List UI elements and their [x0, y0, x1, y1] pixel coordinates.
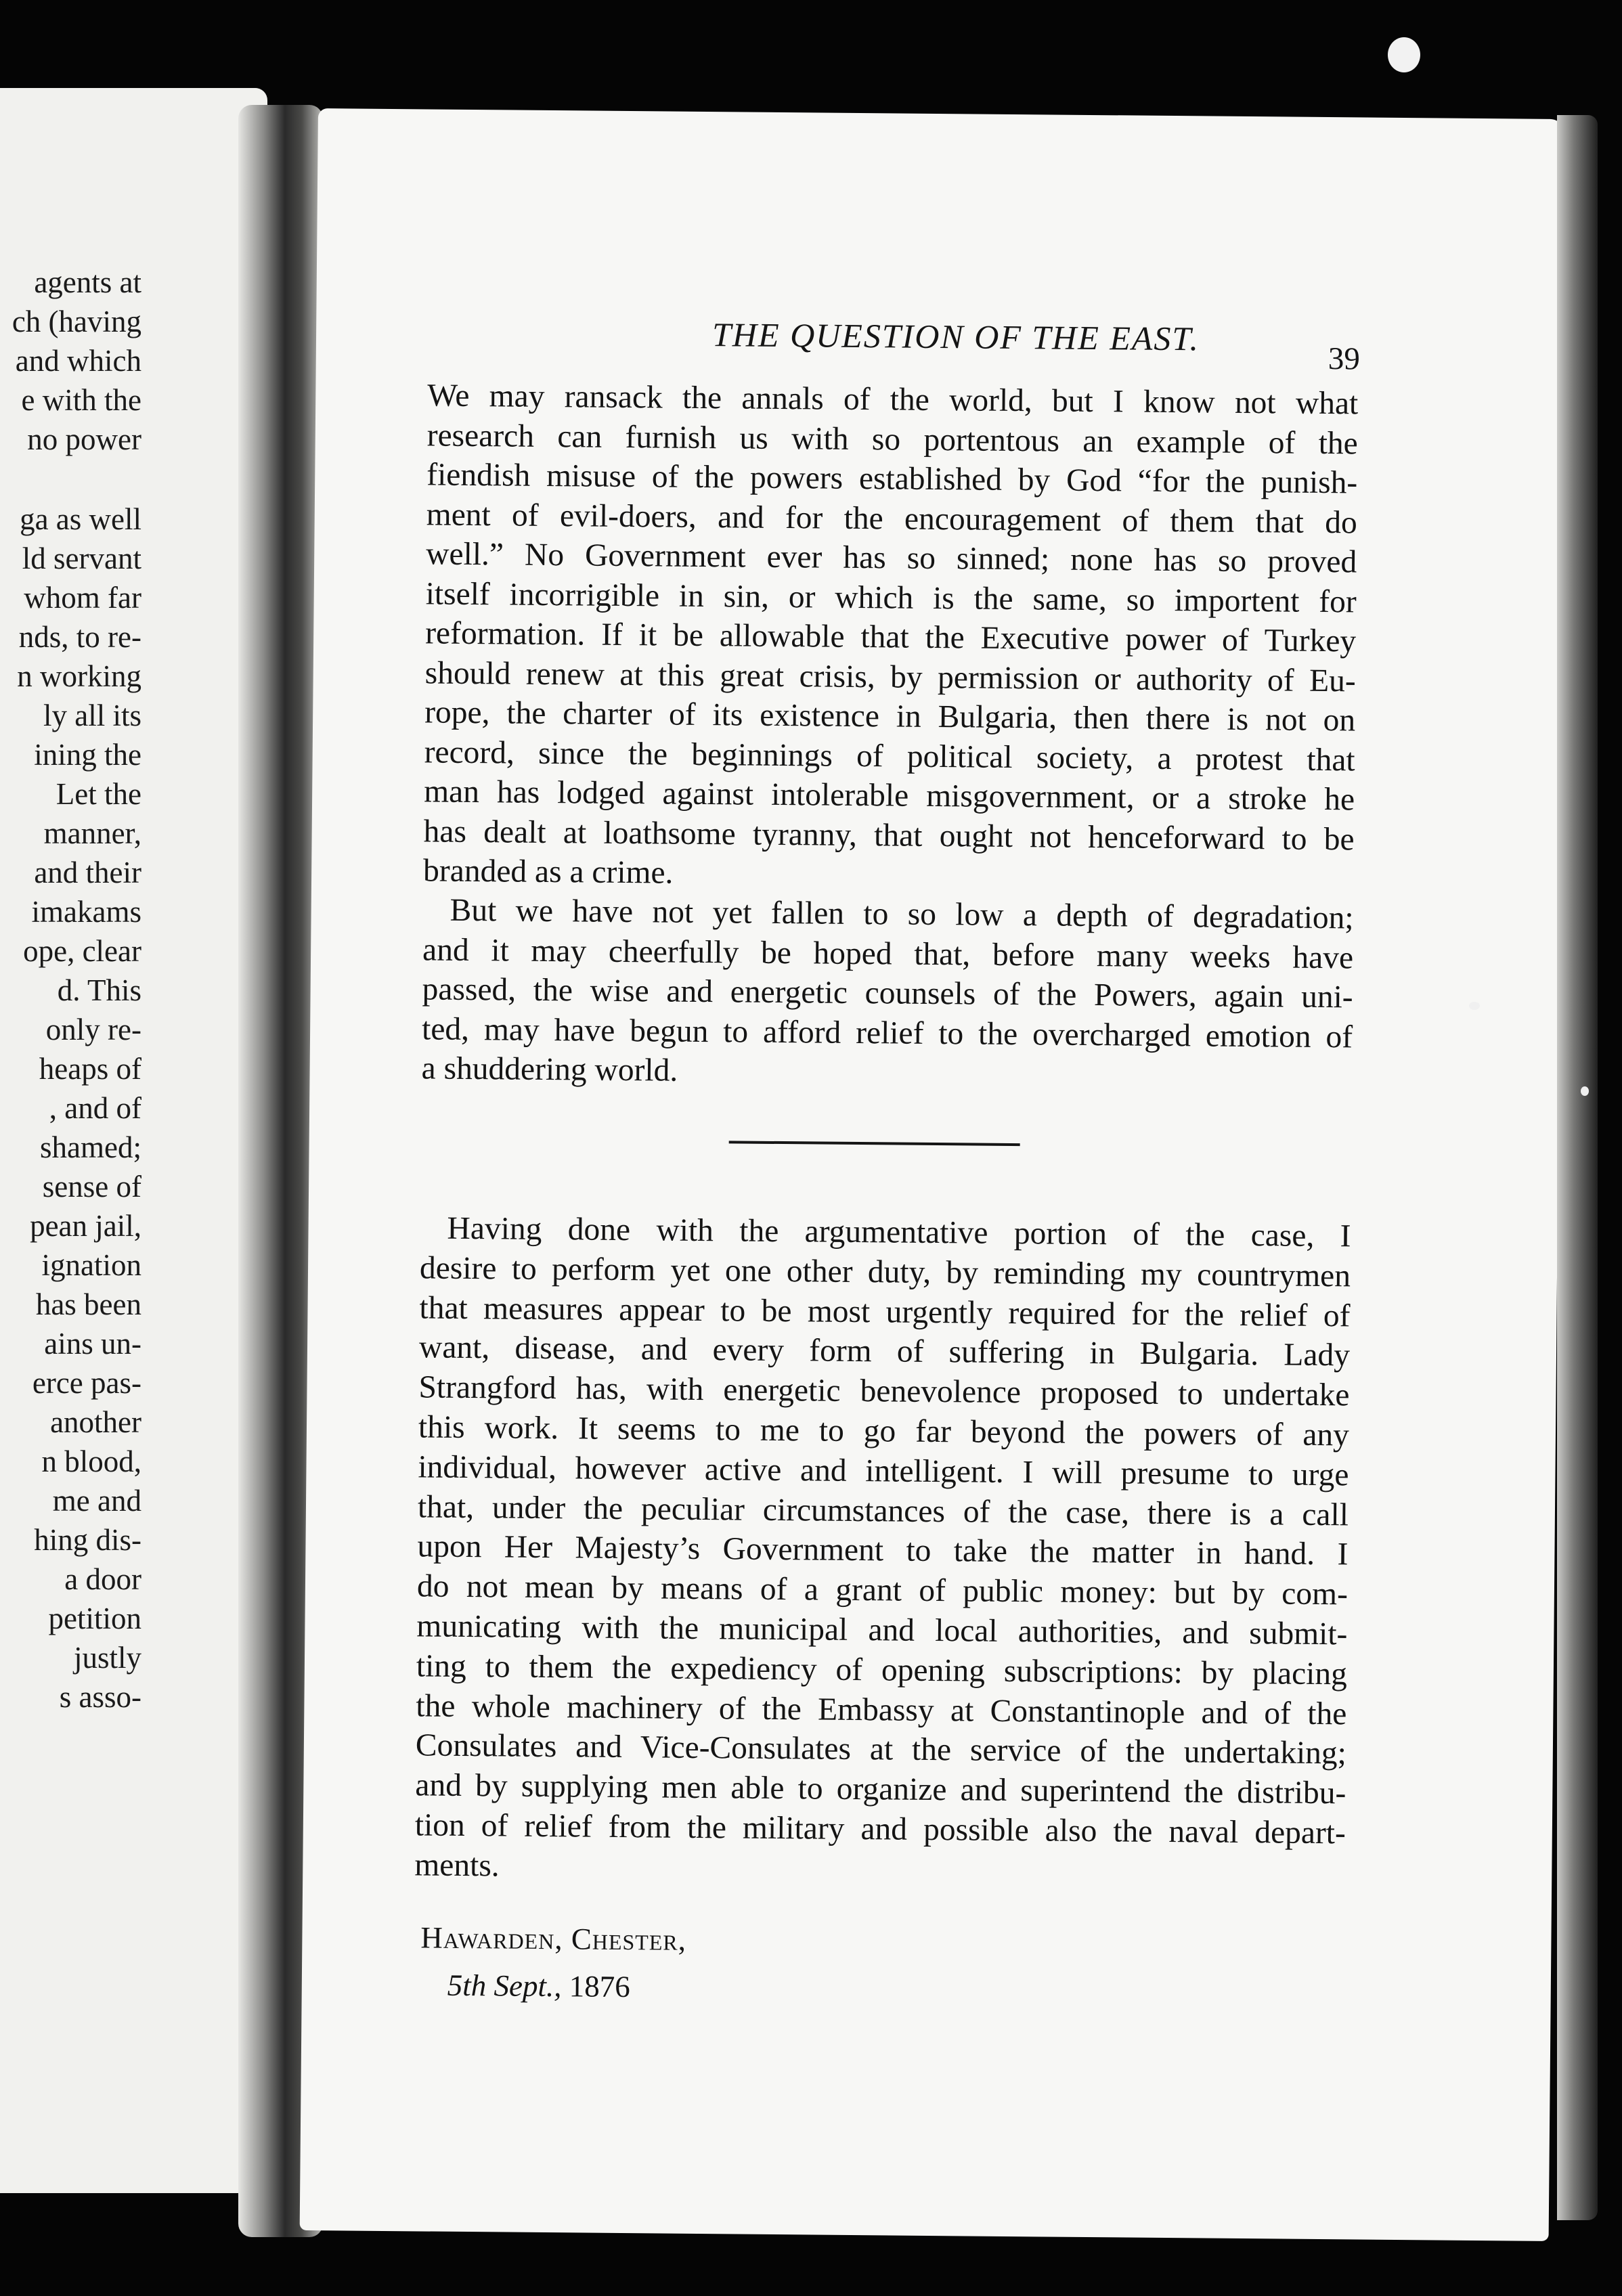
text-line: branded as a crime.	[422, 853, 674, 891]
left-page-fragment: ly all its	[43, 699, 141, 732]
text-line: Strangford has, with energetic benevolence proposed to undertake	[418, 1369, 1350, 1413]
left-page-fragment: sense of	[42, 1170, 141, 1204]
left-page-fragment: shamed;	[40, 1130, 141, 1164]
left-page-fragment: petition	[48, 1602, 141, 1635]
left-page-fragment: ld servant	[22, 542, 141, 575]
text-line: do not mean by means of a grant of public money: but by com-	[416, 1568, 1349, 1612]
left-page-fragment: , and of	[49, 1091, 141, 1125]
left-page-fragment: Let the	[56, 777, 141, 811]
signature-date-year: 1876	[569, 1969, 631, 2004]
left-page-fragment: n blood,	[41, 1444, 141, 1478]
left-page-fragment: has been	[35, 1287, 141, 1321]
signature-date	[447, 1968, 630, 2004]
left-page-fragment: imakams	[31, 895, 141, 929]
left-page-fragment: and their	[34, 856, 141, 889]
left-page-fragment: no power	[27, 422, 141, 456]
left-page-fragment: agents at	[34, 265, 141, 299]
left-page-fragment: s asso-	[59, 1680, 141, 1714]
left-page-fragment: and which	[15, 344, 141, 378]
left-page-fragment: n working	[17, 659, 141, 693]
scan-speck	[1388, 37, 1420, 72]
text-line: and it may cheerfully be hoped that, before many weeks have	[422, 931, 1354, 975]
left-page-fragment: a door	[64, 1562, 141, 1596]
section-divider-rule	[729, 1141, 1020, 1146]
text-line: has dealt at loathsome tyranny, that ought not henceforward to be	[423, 813, 1355, 857]
text-line: well.” No Government ever has so sinned; none has so proved	[426, 536, 1357, 580]
left-page-fragment: heaps of	[39, 1052, 141, 1086]
scan-speck	[1581, 1086, 1589, 1096]
left-page-fragment: d. This	[57, 973, 141, 1007]
text-line: But we have not yet fallen to so low a depth of degradation;	[450, 892, 1354, 936]
text-line: want, disease, and every form of suffering in Bulgaria. Lady	[418, 1329, 1351, 1373]
signature-place: Hawarden, Chester,	[420, 1920, 687, 1957]
text-line: desire to perform yet one other duty, by reminding my countrymen	[419, 1250, 1351, 1294]
text-line: that, under the peculiar circumstances of the case, there is a call	[417, 1488, 1349, 1532]
left-page-fragment: ch (having	[12, 305, 141, 338]
text-line: ment of evil-doers, and for the encouragement of them that do	[426, 496, 1357, 540]
text-line: that measures appear to be most urgently required for the relief of	[419, 1289, 1351, 1333]
text-line: Having done with the argumentative portion of the case, I	[447, 1210, 1351, 1254]
text-line: reformation. If it be allowable that the Executive power of Turkey	[425, 615, 1357, 659]
text-line: fiendish misuse of the powers established by God “for the punish-	[426, 457, 1358, 501]
left-page-fragment: ga as well	[20, 502, 141, 536]
left-page-fragment: ope, clear	[23, 934, 141, 968]
text-line: record, since the beginnings of political society, a protest that	[424, 734, 1355, 778]
left-page-fragment: manner,	[43, 816, 141, 850]
facing-page-left	[0, 88, 267, 2193]
left-page-fragment: only re-	[45, 1013, 141, 1046]
text-line: itself incorrigible in sin, or which is the same, so importent for	[425, 575, 1357, 619]
page-number: 39	[1328, 341, 1361, 377]
left-page-fragment: justly	[73, 1641, 141, 1675]
text-line: individual, however active and intelligent. I will presume to urge	[418, 1449, 1349, 1493]
text-line: ting to them the expediency of opening subscriptions: by placing	[416, 1648, 1348, 1692]
text-line: upon Her Majesty’s Government to take the matter in hand. I	[417, 1528, 1349, 1572]
text-line: ments.	[414, 1847, 500, 1884]
left-page-fragment: hing dis-	[34, 1523, 141, 1557]
left-page-fragment: me and	[52, 1484, 141, 1518]
left-page-fragment: ains un-	[44, 1327, 141, 1361]
text-line: We may ransack the annals of the world, but I know not what	[427, 378, 1359, 422]
text-line: and by supplying men able to organize and superintend the distribu-	[415, 1767, 1346, 1811]
text-line: tion of relief from the military and possible also the naval depart-	[414, 1807, 1346, 1851]
page-edge-shadow	[1557, 115, 1598, 2220]
left-page-fragment: nds, to re-	[18, 620, 141, 654]
left-page-fragment: another	[50, 1405, 141, 1439]
text-line: a shuddering world.	[421, 1051, 678, 1088]
left-page-fragment: ining the	[34, 738, 141, 772]
text-line: should renew at this great crisis, by permission or authority of Eu-	[424, 655, 1356, 699]
left-page-fragment: ignation	[41, 1248, 141, 1282]
text-line: the whole machinery of the Embassy at Constantinople and of the	[416, 1687, 1347, 1731]
book-page	[300, 108, 1567, 2241]
text-line: this work. It seems to me to go far beyond the powers of any	[418, 1409, 1350, 1453]
signature-date-day: 5th Sept.,	[447, 1968, 562, 2004]
left-page-fragment: whom far	[24, 581, 141, 615]
text-line: Consulates and Vice-Consulates at the service of the undertaking;	[415, 1727, 1347, 1771]
text-line: rope, the charter of its existence in Bulgaria, then there is not on	[424, 694, 1356, 738]
text-line: municating with the municipal and local authorities, and submit-	[416, 1608, 1348, 1652]
left-page-fragment: e with the	[21, 383, 141, 417]
scan-speck	[1469, 1002, 1480, 1010]
text-line: ted, may have begun to afford relief to the overcharged emotion of	[421, 1011, 1353, 1055]
left-page-fragment: erce pas-	[32, 1366, 141, 1400]
text-line: passed, the wise and energetic counsels of the Powers, again uni-	[422, 971, 1353, 1015]
left-page-fragment: pean jail,	[30, 1209, 141, 1243]
text-line: man has lodged against intolerable misgovernment, or a stroke he	[423, 774, 1355, 818]
text-line: research can furnish us with so portentous an example of the	[426, 417, 1358, 461]
running-title: THE QUESTION OF THE EAST.	[711, 315, 1200, 358]
